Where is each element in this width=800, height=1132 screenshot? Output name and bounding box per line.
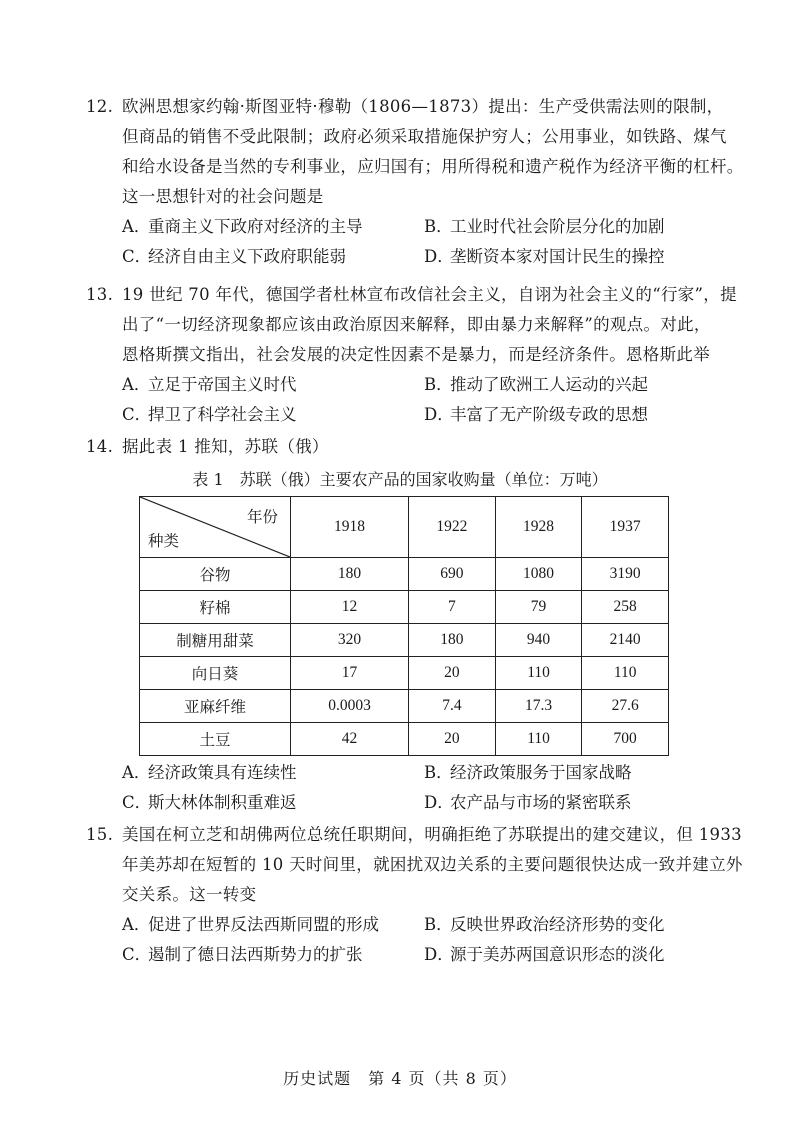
question-text: 和给水设备是当然的专利事业，应归国有；用所得税和遗产税作为经济平衡的杠杆。 bbox=[122, 157, 744, 176]
table-cell: 12 bbox=[291, 591, 409, 624]
option-c[interactable]: C．斯大林体制积重难返 bbox=[122, 793, 297, 812]
question-text: 欧洲思想家约翰·斯图亚特·穆勒（1806—1873）提出：生产受供需法则的限制， bbox=[122, 97, 724, 116]
question-number: 14. bbox=[86, 437, 114, 456]
table-cell: 7.4 bbox=[409, 690, 496, 723]
table-cell: 17 bbox=[291, 657, 409, 690]
table-cell: 940 bbox=[495, 624, 582, 657]
options-row bbox=[86, 370, 726, 400]
table-cell: 180 bbox=[409, 624, 496, 657]
table-cell: 3190 bbox=[582, 558, 669, 591]
table-corner-header bbox=[140, 497, 291, 558]
options-row bbox=[86, 910, 726, 940]
table-cell: 7 bbox=[409, 591, 496, 624]
table-cell: 180 bbox=[291, 558, 409, 591]
question-text: 据此表 1 推知，苏联（俄） bbox=[122, 437, 329, 456]
question-text: 19 世纪 70 年代，德国学者杜林宣布改信社会主义，自诩为社会主义的“行家”，提 bbox=[122, 285, 737, 304]
options-row bbox=[86, 242, 726, 272]
table-cell: 27.6 bbox=[582, 690, 669, 723]
table-cell: 79 bbox=[495, 591, 582, 624]
table-row bbox=[140, 558, 669, 591]
question-14-options bbox=[86, 758, 726, 818]
question-text: 交关系。这一转变 bbox=[122, 885, 257, 904]
corner-label-category: 种类 bbox=[148, 533, 180, 550]
question-text: 年美苏却在短暂的 10 天时间里，就困扰双边关系的主要问题很快达成一致并建立外 bbox=[122, 855, 743, 874]
table-cell: 258 bbox=[582, 591, 669, 624]
table-cell: 690 bbox=[409, 558, 496, 591]
row-label: 籽棉 bbox=[140, 591, 291, 624]
table-row bbox=[140, 657, 669, 690]
table-cell: 110 bbox=[495, 657, 582, 690]
table-row bbox=[140, 591, 669, 624]
question-number: 13. bbox=[86, 285, 114, 304]
table-cell: 20 bbox=[409, 657, 496, 690]
option-c[interactable]: C．捍卫了科学社会主义 bbox=[122, 405, 297, 424]
options-row bbox=[86, 400, 726, 430]
table-cell: 42 bbox=[291, 723, 409, 756]
question-14 bbox=[86, 432, 726, 462]
question-number: 15. bbox=[86, 825, 114, 844]
row-label: 亚麻纤维 bbox=[140, 690, 291, 723]
question-13 bbox=[86, 280, 737, 430]
row-label: 谷物 bbox=[140, 558, 291, 591]
table-cell: 110 bbox=[582, 657, 669, 690]
question-text: 这一思想针对的社会问题是 bbox=[122, 187, 324, 206]
question-15 bbox=[86, 820, 743, 970]
year-header: 1937 bbox=[582, 497, 669, 558]
option-a[interactable]: A．促进了世界反法西斯同盟的形成 bbox=[122, 915, 379, 934]
question-text: 但商品的销售不受此限制；政府必须采取措施保护穷人；公用事业，如铁路、煤气 bbox=[122, 127, 727, 146]
question-12 bbox=[86, 92, 744, 272]
option-b[interactable]: B．经济政策服务于国家战略 bbox=[424, 763, 632, 782]
option-d[interactable]: D．源于美苏两国意识形态的淡化 bbox=[424, 945, 665, 964]
table-row bbox=[140, 690, 669, 723]
option-d[interactable]: D．丰富了无产阶级专政的思想 bbox=[424, 405, 648, 424]
table-cell: 700 bbox=[582, 723, 669, 756]
year-header: 1918 bbox=[291, 497, 409, 558]
row-label: 向日葵 bbox=[140, 657, 291, 690]
option-c[interactable]: C．遏制了德日法西斯势力的扩张 bbox=[122, 945, 363, 964]
table-cell: 17.3 bbox=[495, 690, 582, 723]
table-cell: 0.0003 bbox=[291, 690, 409, 723]
table-cell: 110 bbox=[495, 723, 582, 756]
page-footer: 历史试题 第 4 页（共 8 页） bbox=[283, 1069, 517, 1088]
option-a[interactable]: A．重商主义下政府对经济的主导 bbox=[122, 217, 363, 236]
year-header: 1922 bbox=[409, 497, 496, 558]
table-row bbox=[140, 624, 669, 657]
question-text: 出了“一切经济现象都应该由政治原因来解释，即由暴力来解释”的观点。对此， bbox=[122, 315, 711, 334]
table-cell: 1080 bbox=[495, 558, 582, 591]
question-text: 美国在柯立芝和胡佛两位总统任职期间，明确拒绝了苏联提出的建交建议，但 1933 bbox=[122, 825, 742, 844]
row-label: 制糖用甜菜 bbox=[140, 624, 291, 657]
table-cell: 2140 bbox=[582, 624, 669, 657]
option-a[interactable]: A．立足于帝国主义时代 bbox=[122, 375, 297, 394]
table-caption: 表 1 苏联（俄）主要农产品的国家收购量（单位：万吨） bbox=[192, 470, 608, 489]
question-number: 12. bbox=[86, 97, 114, 116]
option-a[interactable]: A．经济政策具有连续性 bbox=[122, 763, 297, 782]
table-row bbox=[140, 723, 669, 756]
table-cell: 20 bbox=[409, 723, 496, 756]
row-label: 土豆 bbox=[140, 723, 291, 756]
options-row bbox=[86, 940, 726, 970]
options-row bbox=[86, 212, 726, 242]
procurement-table bbox=[139, 496, 669, 756]
year-header: 1928 bbox=[495, 497, 582, 558]
options-row bbox=[86, 788, 726, 818]
option-b[interactable]: B．工业时代社会阶层分化的加剧 bbox=[424, 217, 665, 236]
option-b[interactable]: B．推动了欧洲工人运动的兴起 bbox=[424, 375, 648, 394]
option-d[interactable]: D．垄断资本家对国计民生的操控 bbox=[424, 247, 665, 266]
corner-label-year: 年份 bbox=[246, 509, 278, 526]
options-row bbox=[86, 758, 726, 788]
option-b[interactable]: B．反映世界政治经济形势的变化 bbox=[424, 915, 665, 934]
question-text: 恩格斯撰文指出，社会发展的决定性因素不是暴力，而是经济条件。恩格斯此举 bbox=[122, 345, 710, 364]
table-cell: 320 bbox=[291, 624, 409, 657]
option-c[interactable]: C．经济自由主义下政府职能弱 bbox=[122, 247, 346, 266]
option-d[interactable]: D．农产品与市场的紧密联系 bbox=[424, 793, 632, 812]
